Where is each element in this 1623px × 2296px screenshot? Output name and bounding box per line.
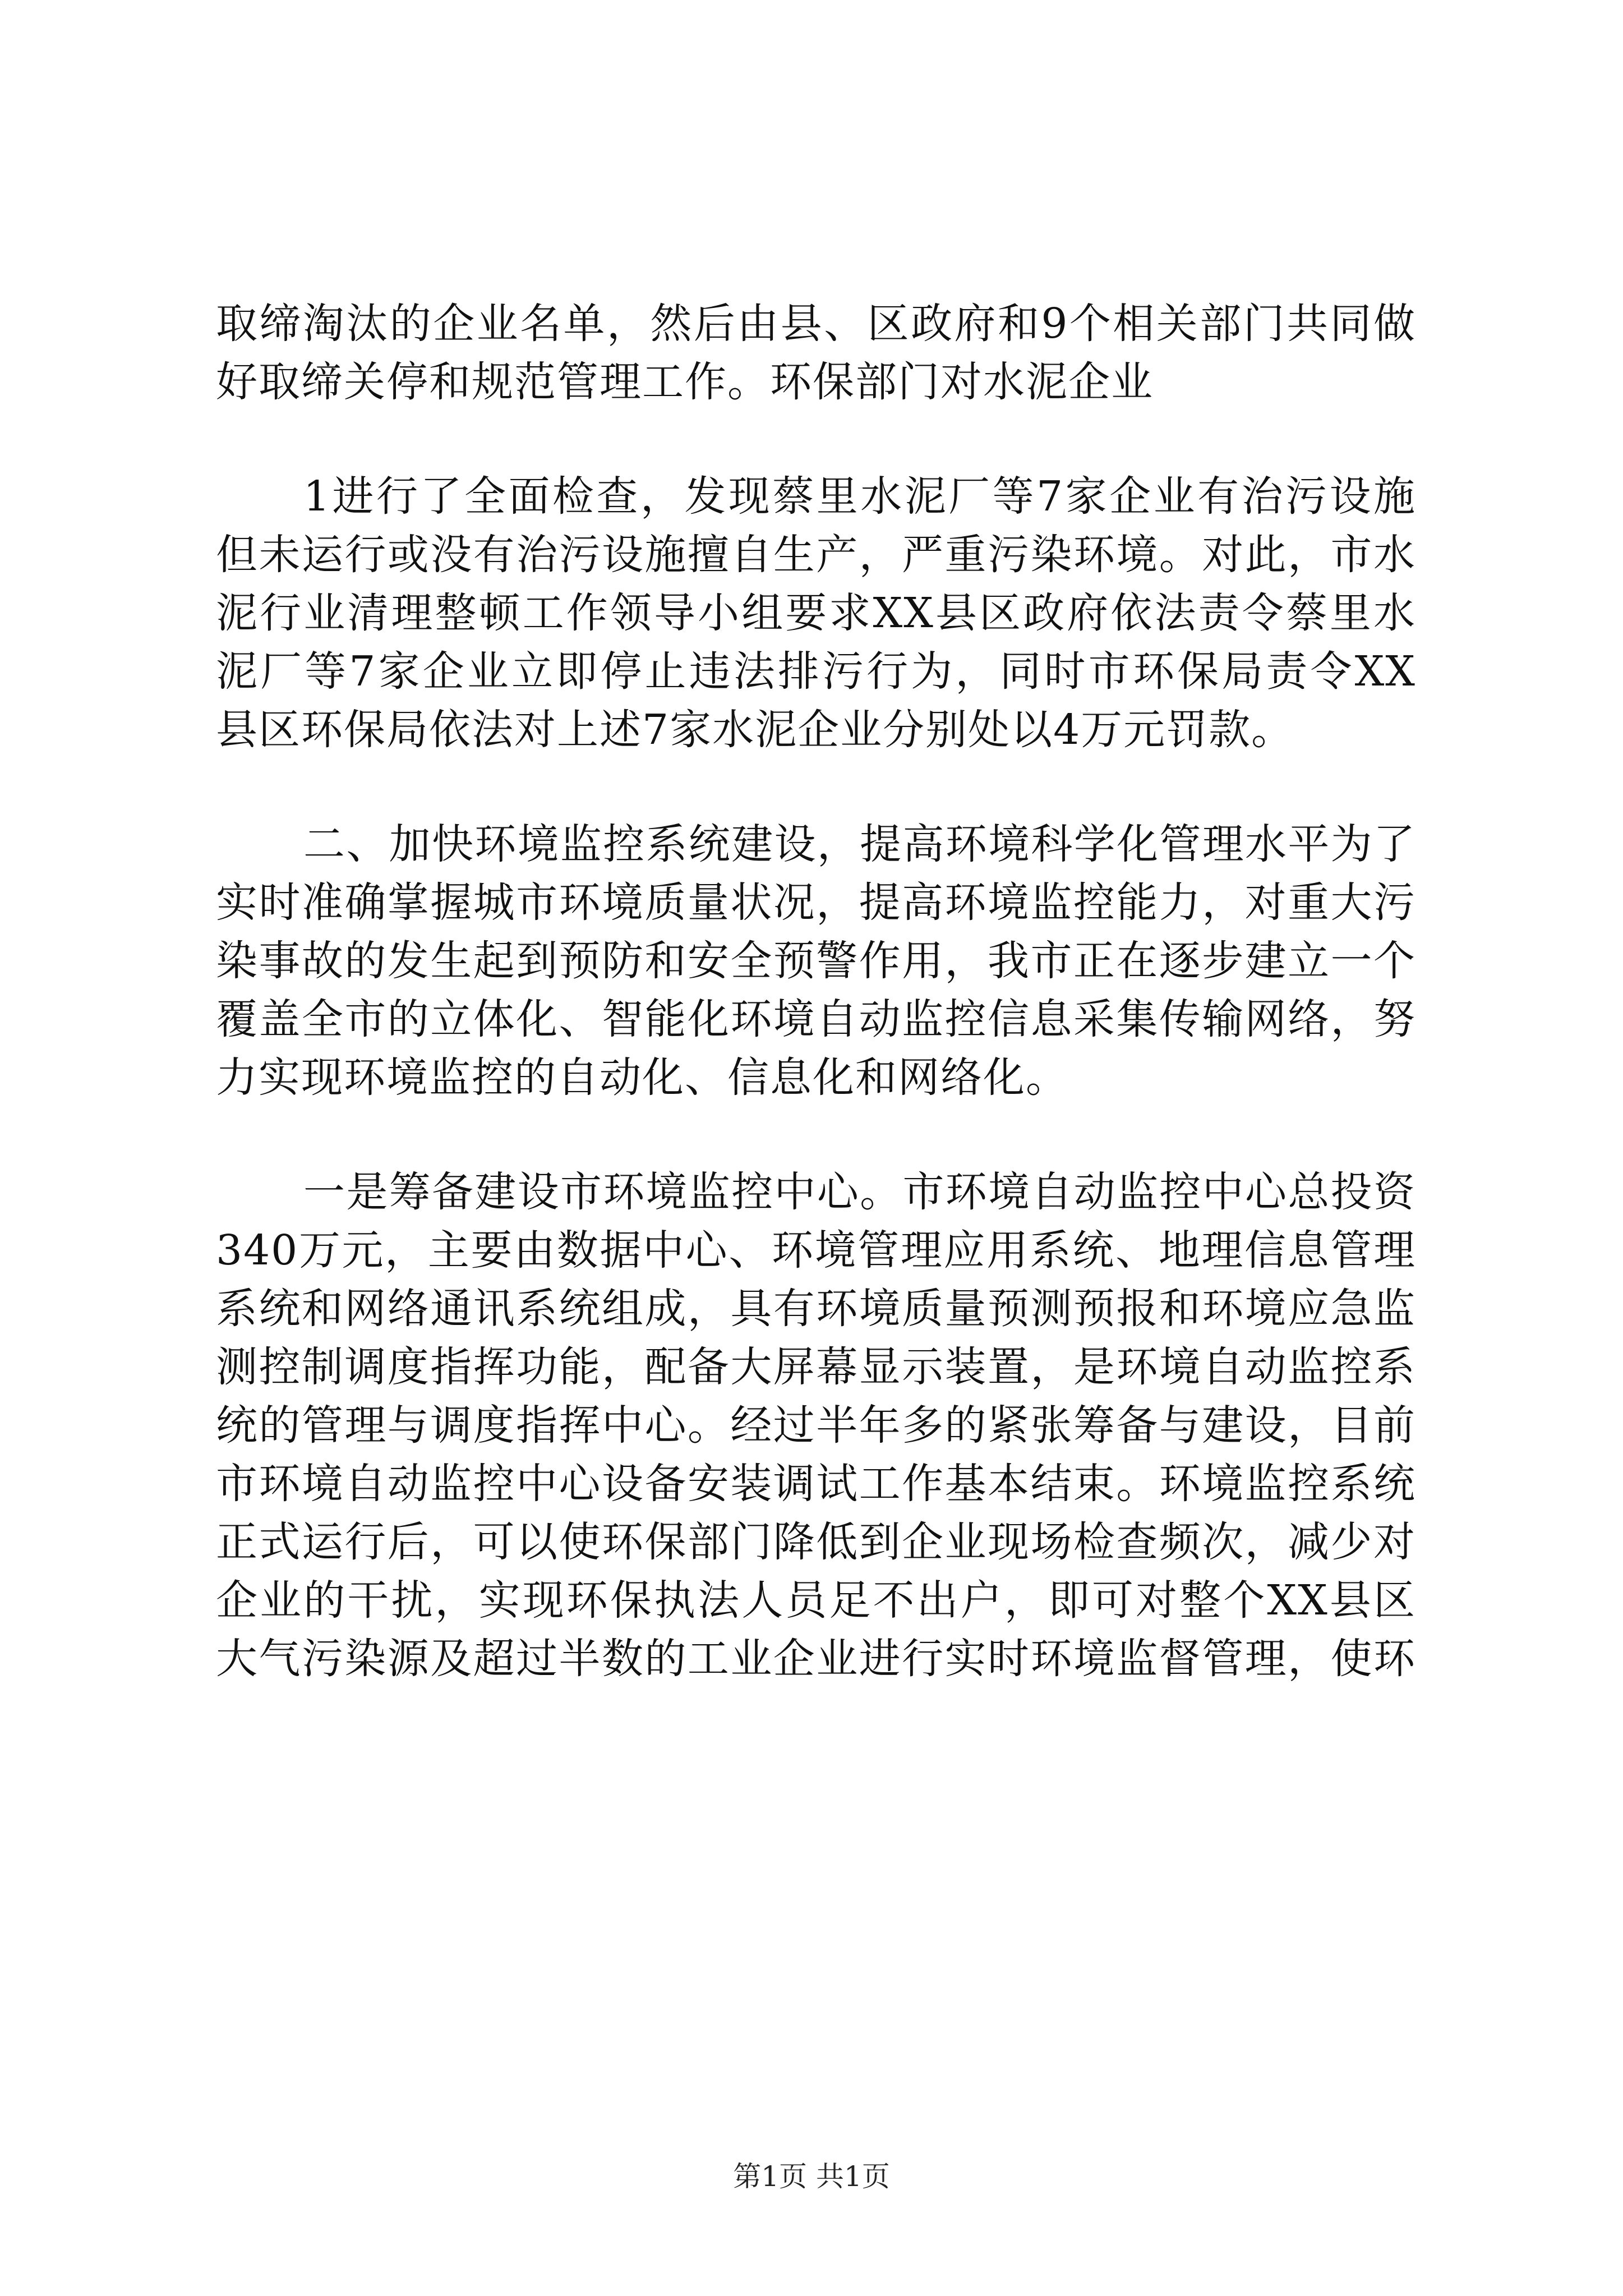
text-line: 二、加快环境监控系统建设，提高环境科学化管理水平为了 (303, 820, 1416, 868)
text-line: 泥行业清理整顿工作领导小组要求XX县区政府依法责令蔡里水 (216, 589, 1416, 637)
text-line: 市环境自动监控中心设备安装调试工作基本结束。环境监控系统 (216, 1460, 1416, 1508)
text-line: 县区环保局依法对上述7家水泥企业分别处以4万元罚款。 (216, 706, 1294, 754)
paragraph-3 (216, 815, 1416, 1107)
text-line: 正式运行后，可以使环保部门降低到企业现场检查频次，减少对 (216, 1518, 1416, 1566)
text-line: 一是筹备建设市环境监控中心。市环境自动监控中心总投资 (303, 1168, 1416, 1216)
text-line: 系统和网络通讯系统组成，具有环境质量预测预报和环境应急监 (216, 1285, 1416, 1333)
text-line: 但未运行或没有治污设施擅自生产，严重污染环境。对此，市水 (216, 531, 1416, 579)
text-line: 泥厂等7家企业立即停止违法排污行为，同时市环保局责令XX (216, 647, 1416, 696)
text-line: 力实现环境监控的自动化、信息化和网络化。 (216, 1053, 1068, 1102)
text-line: 统的管理与调度指挥中心。经过半年多的紧张筹备与建设，目前 (216, 1401, 1416, 1450)
page-number-label: 第1页 共1页 (733, 2160, 890, 2193)
paragraph-1 (216, 295, 1416, 411)
paragraph-4 (216, 1163, 1416, 1688)
text-line: 测控制调度指挥功能，配备大屏幕显示装置，是环境自动监控系 (216, 1343, 1416, 1391)
text-line: 实时准确掌握城市环境质量状况，提高环境监控能力，对重大污 (216, 878, 1416, 927)
document-body (216, 295, 1416, 1688)
text-line: 好取缔关停和规范管理工作。环保部门对水泥企业 (216, 358, 1154, 406)
text-line: 染事故的发生起到预防和安全预警作用，我市正在逐步建立一个 (216, 937, 1416, 985)
text-line: 覆盖全市的立体化、智能化环境自动监控信息采集传输网络，努 (216, 995, 1416, 1043)
text-line: 大气污染源及超过半数的工业企业进行实时环境监督管理，使环 (216, 1635, 1416, 1683)
text-line: 340万元，主要由数据中心、环境管理应用系统、地理信息管理 (216, 1226, 1416, 1274)
text-line: 企业的干扰，实现环保执法人员足不出户，即可对整个XX县区 (216, 1576, 1416, 1625)
page-footer (0, 2160, 1623, 2193)
text-line: 取缔淘汰的企业名单，然后由县、区政府和9个相关部门共同做 (216, 300, 1416, 348)
paragraph-2 (216, 467, 1416, 759)
text-line: 1进行了全面检查，发现蔡里水泥厂等7家企业有治污设施 (303, 472, 1416, 521)
